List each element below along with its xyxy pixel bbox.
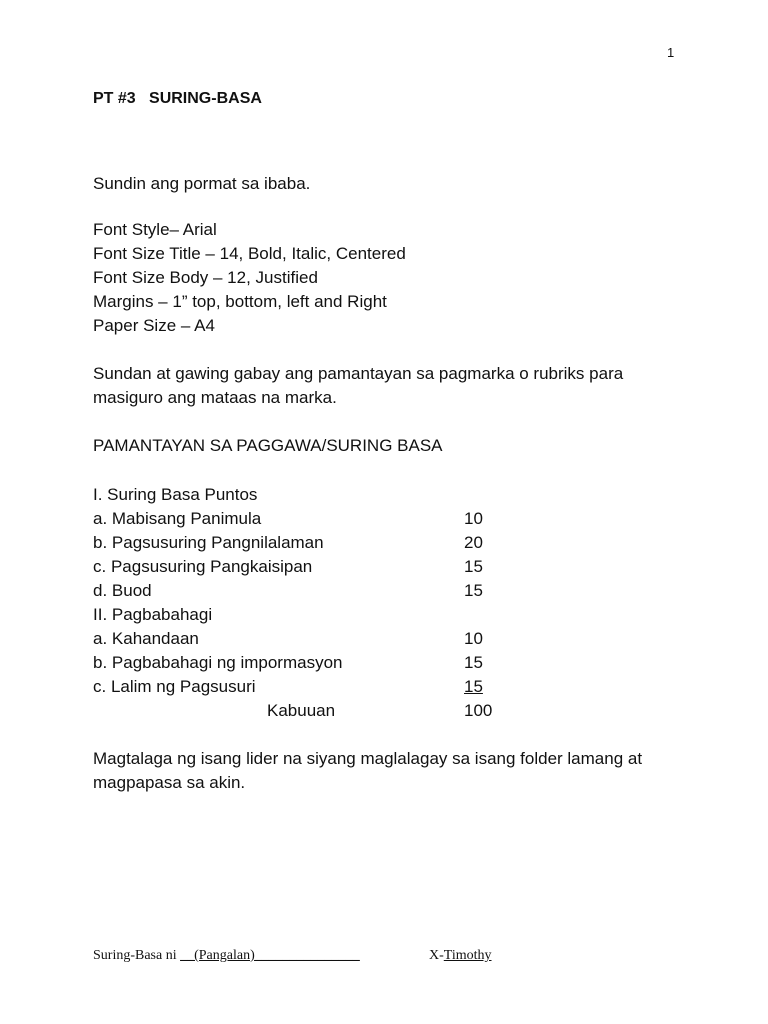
rubric-total-row	[93, 699, 513, 723]
rubric-total-label: Kabuuan	[267, 701, 336, 720]
rubric-criterion: c. Lalim ng Pagsusuri	[93, 677, 256, 696]
format-spec-item: Font Size Body – 12, Justified	[93, 268, 318, 287]
guide-text: Sundan at gawing gabay ang pamantayan sa pagmarka o rubriks para masiguro ang mataas na marka.	[93, 364, 624, 407]
rubric-points: 10	[464, 629, 483, 648]
format-spec-list	[93, 218, 406, 338]
footer	[93, 948, 492, 964]
rubric-criterion: b. Pagbabahagi ng impormasyon	[93, 653, 343, 672]
rubric-row	[93, 675, 513, 699]
format-spec-item: Font Style– Arial	[93, 220, 217, 239]
rubric-row	[93, 555, 513, 579]
footer-class-prefix: X-	[429, 948, 444, 963]
rubric-row	[93, 651, 513, 675]
footer-name-field: __(Pangalan)_______________	[180, 948, 360, 963]
rubric-row	[93, 531, 513, 555]
rubric-row	[93, 603, 513, 627]
rubric-points: 15	[464, 653, 483, 672]
instructions-text: Sundin ang pormat sa ibaba.	[93, 174, 311, 193]
format-spec-item: Margins – 1” top, bottom, left and Right	[93, 292, 387, 311]
rubric-total-points: 100	[464, 701, 493, 720]
rubric-criterion: b. Pagsusuring Pangnilalaman	[93, 533, 324, 552]
format-spec-item: Font Size Title – 14, Bold, Italic, Centered	[93, 244, 406, 263]
footer-class-name: Timothy	[443, 948, 492, 963]
rubric-row	[93, 579, 513, 603]
closing-text: Magtalaga ng isang lider na siyang maglalagay sa isang folder lamang at magpapasa sa akin.	[93, 749, 643, 792]
format-spec-item: Paper Size – A4	[93, 316, 215, 335]
page-number: 1	[667, 45, 675, 60]
rubric-table	[93, 483, 513, 723]
rubric-row	[93, 627, 513, 651]
rubric-points: 15	[464, 557, 483, 576]
document-title: PT #3 SURING-BASA	[93, 90, 262, 107]
rubric-row	[93, 507, 513, 531]
rubric-criterion: c. Pagsusuring Pangkaisipan	[93, 557, 313, 576]
rubric-criterion: II. Pagbabahagi	[93, 605, 213, 624]
rubric-points: 10	[464, 509, 483, 528]
rubric-heading: PAMANTAYAN SA PAGGAWA/SURING BASA	[93, 436, 443, 455]
rubric-points: 20	[464, 533, 483, 552]
rubric-criterion: d. Buod	[93, 581, 152, 600]
rubric-row	[93, 483, 513, 507]
rubric-points: 15	[464, 677, 483, 696]
rubric-criterion: a. Kahandaan	[93, 629, 199, 648]
footer-prefix: Suring-Basa ni	[93, 948, 181, 963]
rubric-points: 15	[464, 581, 483, 600]
rubric-criterion: a. Mabisang Panimula	[93, 509, 262, 528]
footer-class	[429, 948, 492, 964]
rubric-criterion: I. Suring Basa Puntos	[93, 485, 258, 504]
